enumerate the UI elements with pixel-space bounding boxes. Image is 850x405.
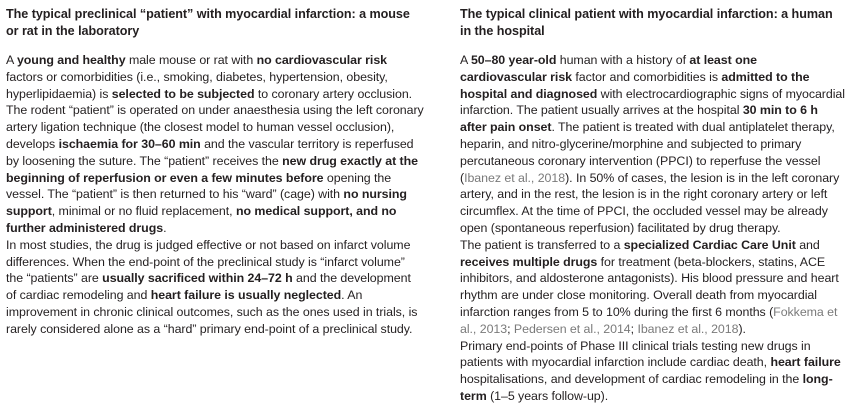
emphasis-text: usually sacrificed within 24–72 h xyxy=(102,271,293,286)
body-text: for treatment (beta-blockers, statins, ACE inhibitors, and aldosterone antagonists). His blood pressure and heart rhythm are under close monitoring. Overall death from myocardial infarction ranges from 5 to 10% during the first 6 months ( xyxy=(460,254,839,319)
clinical-paragraph-2 xyxy=(460,237,845,338)
body-text: In most studies, the drug is judged effective or not based on infarct volume differences. When the end-point of the preclinical study is “infarct volume” the “patients” are xyxy=(6,237,411,286)
body-text: ). xyxy=(738,321,746,336)
emphasis-text: 50–80 year-old xyxy=(470,53,557,67)
emphasis-text: young and healthy xyxy=(16,53,126,67)
emphasis-text: 30 min to 6 h after pain onset xyxy=(460,103,818,135)
emphasis-text: long-term xyxy=(460,372,833,403)
body-text: and xyxy=(795,237,820,252)
citation-link[interactable]: Ibanez et al., 2018 xyxy=(464,170,566,185)
body-text: hospitalisations, and development of cardiac remodeling in the xyxy=(460,372,803,387)
body-text: to coronary artery occlusion. The rodent “patient” is operated on under anaesthesia using the left coronary artery ligation technique (the closest model to human vessel occlusion), develops xyxy=(6,86,424,151)
emphasis-text: heart failure xyxy=(770,355,841,370)
preclinical-paragraph-2 xyxy=(6,237,424,338)
emphasis-text: no nursing support xyxy=(6,187,407,219)
preclinical-body xyxy=(6,52,424,338)
body-text: and the vascular territory is reperfused by loosening the suture. The “patient” receives the xyxy=(6,136,414,168)
emphasis-text: heart failure is usually neglected xyxy=(150,288,342,303)
preclinical-column xyxy=(6,0,424,338)
body-text: with electrocardiographic signs of myocardial infarction. The patient usually arrives at the hospital xyxy=(460,86,845,118)
body-text: The patient is transferred to a xyxy=(460,237,624,252)
body-text: A xyxy=(6,53,17,67)
clinical-heading: The typical clinical patient with myocardial infarction: a human in the hospital xyxy=(460,7,833,38)
emphasis-text: no cardiovascular risk xyxy=(256,53,388,67)
body-text: opening the vessel. The “patient” is then returned to his “ward” (cage) with xyxy=(6,170,392,202)
emphasis-text: admitted to the hospital and diagnosed xyxy=(460,69,810,101)
body-text: male mouse or rat with xyxy=(125,53,257,67)
emphasis-text: receives multiple drugs xyxy=(460,254,598,269)
body-text: , minimal or no fluid replacement, xyxy=(51,204,236,219)
body-text: . An improvement in chronic clinical outcomes, such as the ones used in trials, is rarely considered alone as a “hard” primary end-point of a preclinical study. xyxy=(6,288,418,336)
citation-link[interactable]: Ibanez et al., 2018 xyxy=(637,321,739,336)
body-text: . The patient is treated with dual antiplatelet therapy, heparin, and nitro-glycerine/morphine and subjected to primary percutaneous coronary intervention (PPCI) to reperfuse the vessel ( xyxy=(460,120,835,185)
citation-link[interactable]: Fokkema et al., 2013 xyxy=(460,304,838,336)
body-text: factor and comorbidities is xyxy=(572,69,722,84)
body-text: A xyxy=(460,53,471,67)
emphasis-text: new drug exactly at the beginning of reperfusion or even a few minutes before xyxy=(6,153,418,185)
body-text: . xyxy=(163,220,167,235)
preclinical-heading: The typical preclinical “patient” with myocardial infarction: a mouse or rat in the laboratory xyxy=(6,7,410,38)
emphasis-text: specialized Cardiac Care Unit xyxy=(623,237,796,252)
clinical-body xyxy=(460,52,845,405)
clinical-column xyxy=(460,0,845,405)
preclinical-paragraph-1 xyxy=(6,52,424,237)
body-text: ). In 50% of cases, the lesion is in the left coronary artery, and in the rest, the lesion is in the right coronary artery or left circumflex. At the time of PPCI, the occluded vessel may be already open (spontaneous reperfusion) facilitated by drug therapy. xyxy=(460,170,840,235)
body-text: (1–5 years follow-up). xyxy=(486,388,609,403)
body-text: ; xyxy=(507,321,514,336)
body-text: and the development of cardiac remodeling and xyxy=(6,271,411,303)
body-text: ; xyxy=(630,321,638,336)
emphasis-text: no medical support, and no further administered drugs xyxy=(6,204,397,235)
body-text: human with a history of xyxy=(556,53,690,67)
clinical-paragraph-1 xyxy=(460,52,845,237)
citation-link[interactable]: Pedersen et al., 2014 xyxy=(513,321,631,336)
body-text: Primary end-points of Phase III clinical trials testing new drugs in patients with myocardial infarction include cardiac death, xyxy=(460,338,811,370)
clinical-paragraph-3 xyxy=(460,338,845,405)
emphasis-text: at least one cardiovascular risk xyxy=(460,53,757,84)
body-text: factors or comorbidities (i.e., smoking, diabetes, hypertension, obesity, hyperlipidaemia) is xyxy=(6,69,388,101)
emphasis-text: selected to be subjected xyxy=(111,86,255,101)
emphasis-text: ischaemia for 30–60 min xyxy=(58,136,201,151)
